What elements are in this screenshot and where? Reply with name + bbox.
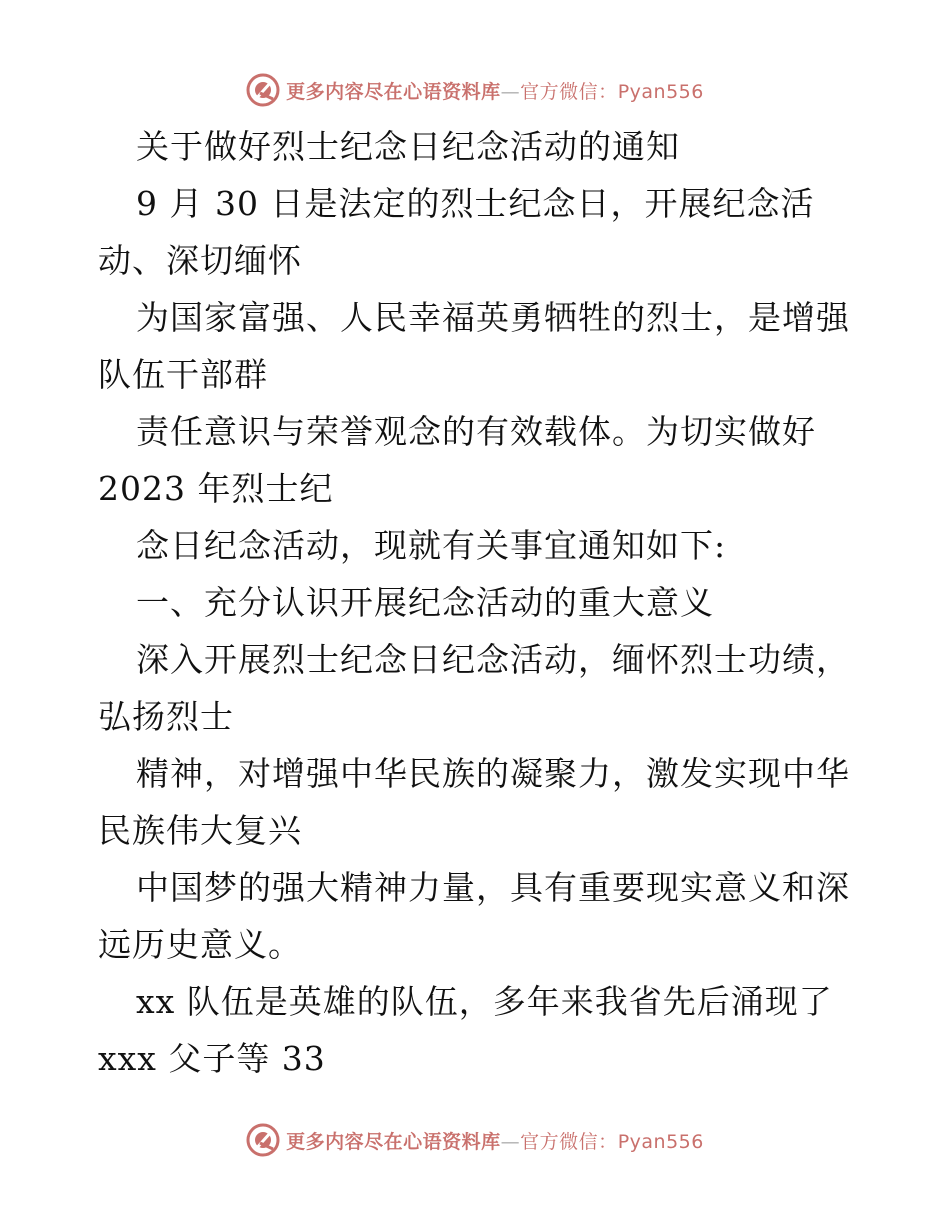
- banner-wechat-label: 官方微信：: [520, 1130, 618, 1153]
- footer-banner: [0, 1120, 950, 1160]
- doc-line: 动、深切缅怀: [98, 241, 302, 280]
- doc-line: 2023 年烈士纪: [98, 469, 334, 508]
- brand-logo-icon: [246, 1123, 280, 1157]
- banner-dash: —: [500, 80, 521, 103]
- doc-line: xx 队伍是英雄的队伍，多年来我省先后涌现了: [136, 982, 833, 1021]
- doc-line: 队伍干部群: [98, 355, 268, 394]
- doc-line: 深入开展烈士纪念日纪念活动，缅怀烈士功绩，: [136, 640, 850, 679]
- header-banner: [0, 70, 950, 110]
- doc-line: 9 月 30 日是法定的烈士纪念日，开展纪念活: [136, 184, 815, 223]
- doc-line: 责任意识与荣誉观念的有效载体。为切实做好: [136, 412, 816, 451]
- doc-line: 中国梦的强大精神力量，具有重要现实意义和深: [136, 868, 850, 907]
- document-body: [98, 118, 858, 1087]
- banner-wechat-id: Pyan556: [617, 1130, 704, 1153]
- banner-brand-text: 更多内容尽在心语资料库: [286, 80, 501, 103]
- doc-line: 远历史意义。: [98, 925, 302, 964]
- doc-line: xxx 父子等 33: [98, 1039, 326, 1078]
- banner-dash: —: [500, 1130, 521, 1153]
- banner-brand-text: 更多内容尽在心语资料库: [286, 1130, 501, 1153]
- banner-wechat-label: 官方微信：: [520, 80, 618, 103]
- doc-line: 为国家富强、人民幸福英勇牺牲的烈士，是增强: [136, 298, 850, 337]
- doc-title: 关于做好烈士纪念日纪念活动的通知: [136, 127, 680, 166]
- doc-line: 精神，对增强中华民族的凝聚力，激发实现中华: [136, 754, 850, 793]
- doc-line: 弘扬烈士: [98, 697, 234, 736]
- doc-line: 民族伟大复兴: [98, 811, 302, 850]
- banner-wechat-id: Pyan556: [617, 80, 704, 103]
- doc-line: 念日纪念活动，现就有关事宜通知如下:: [136, 526, 727, 565]
- doc-section-heading: 一、充分认识开展纪念活动的重大意义: [136, 583, 714, 622]
- brand-logo-icon: [246, 73, 280, 107]
